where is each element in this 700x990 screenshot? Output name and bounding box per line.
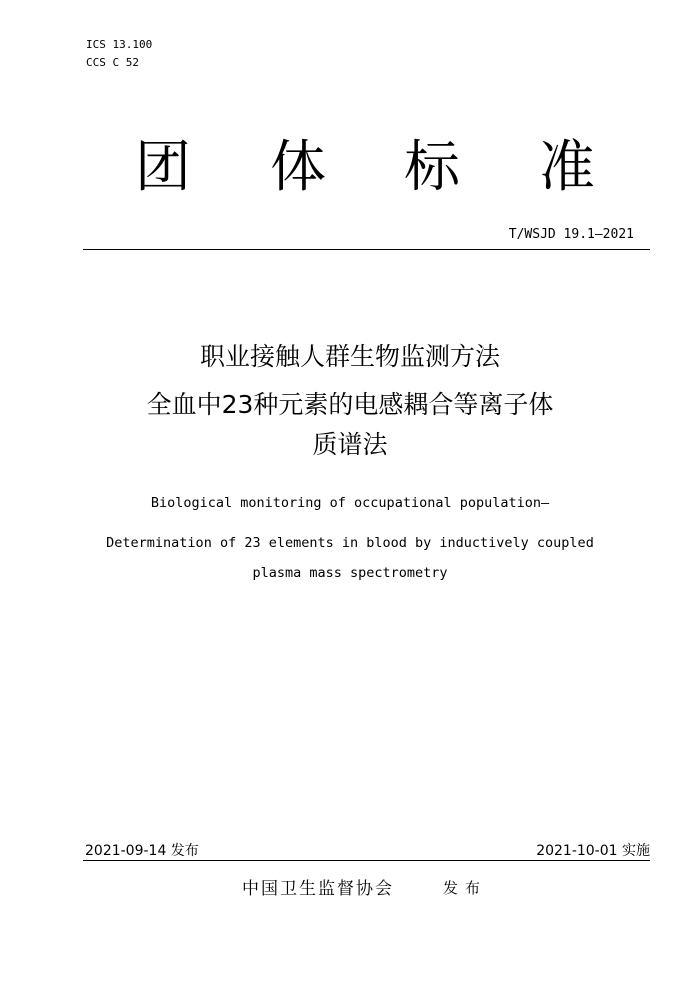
publish-date: 2021-09-14 发布 <box>85 843 199 859</box>
ccs-code: CCS C 52 <box>86 56 139 69</box>
standard-type-char: 团 <box>135 135 191 200</box>
ics-code: ICS 13.100 <box>86 38 153 51</box>
header-divider <box>83 249 650 250</box>
issuing-organization: 中国卫生监督协会 <box>242 879 394 899</box>
footer-divider <box>83 860 650 861</box>
chinese-title-line-1: 职业接触人群生物监测方法 <box>199 342 500 371</box>
standard-type-char: 标 <box>404 135 460 200</box>
standard-type-char: 准 <box>539 135 595 200</box>
chinese-title-line-3: 质谱法 <box>312 430 388 459</box>
chinese-title-line-2: 全血中23种元素的电感耦合等离子体 <box>146 390 554 419</box>
implement-date: 2021-10-01 实施 <box>536 843 650 859</box>
standard-type-char: 体 <box>270 135 326 200</box>
english-title-line-2: Determination of 23 elements in blood by inductively coupled <box>106 535 594 551</box>
standard-number: T/WSJD 19.1—2021 <box>508 227 634 242</box>
english-title-line-1: Biological monitoring of occupational population— <box>150 495 550 511</box>
classification-codes <box>86 36 152 72</box>
standard-type-title <box>0 128 700 208</box>
english-title-line-3: plasma mass spectrometry <box>252 565 448 581</box>
issue-label: 发布 <box>443 879 488 897</box>
